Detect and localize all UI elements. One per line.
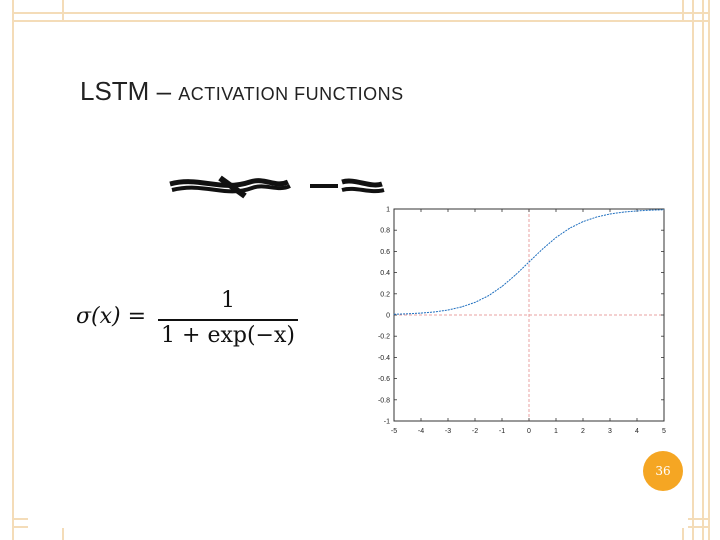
- x-tick-label: 1: [554, 428, 558, 435]
- x-tick-label: -3: [444, 428, 452, 435]
- y-tick-label: 0.8: [380, 227, 390, 235]
- decorative-frame-right-outer: [702, 0, 710, 540]
- slide-title: [80, 76, 404, 107]
- series-point: [475, 302, 476, 303]
- y-tick-label: -0.6: [377, 376, 390, 384]
- series-point: [488, 295, 489, 296]
- series-point: [596, 217, 597, 218]
- series-point: [583, 221, 584, 222]
- formula-denominator: 1 + exp(−x): [161, 323, 295, 348]
- x-tick-label: 2: [581, 428, 585, 435]
- series-point: [650, 210, 651, 211]
- series-point: [461, 307, 462, 308]
- series-point: [448, 310, 449, 311]
- x-tick-label: 3: [608, 428, 612, 435]
- x-tick-label: -1: [498, 428, 506, 435]
- formula-numerator: 1: [221, 288, 235, 313]
- y-tick-label: 0.4: [380, 270, 390, 278]
- series-point: [569, 228, 570, 229]
- series-point: [394, 314, 395, 315]
- series-point: [529, 262, 530, 263]
- series-point: [421, 313, 422, 314]
- y-tick-label: -0.4: [377, 354, 390, 362]
- series-point: [542, 249, 543, 250]
- series-point: [515, 275, 516, 276]
- formula-fraction-bar: [158, 319, 298, 321]
- y-tick-label: 0: [386, 312, 390, 320]
- x-tick-label: -4: [417, 428, 425, 435]
- series-point: [623, 212, 624, 213]
- x-tick-label: 4: [635, 428, 639, 435]
- decorative-frame-top: [12, 12, 710, 22]
- series-point: [407, 313, 408, 314]
- series-point: [637, 211, 638, 212]
- sigmoid-chart: [362, 203, 672, 443]
- series-point: [556, 237, 557, 238]
- y-tick-label: -0.8: [377, 397, 390, 405]
- series-point: [610, 214, 611, 215]
- page-number-badge: 36: [643, 451, 683, 491]
- y-tick-label: 0.6: [380, 248, 390, 256]
- formula-lhs: σ(x) =: [76, 304, 147, 329]
- scribble-image: [160, 168, 390, 202]
- x-tick-label: 0: [527, 428, 531, 435]
- series-point: [664, 209, 665, 210]
- y-tick-label: 1: [386, 206, 390, 214]
- y-tick-label: -0.2: [377, 333, 390, 341]
- y-tick-label: -1: [383, 418, 390, 426]
- slide-title-main: LSTM –: [80, 76, 179, 106]
- series-point: [502, 286, 503, 287]
- sigmoid-formula: [76, 288, 306, 350]
- y-tick-label: 0.2: [380, 291, 390, 299]
- slide-title-sub: ACTIVATION FUNCTIONS: [178, 84, 404, 104]
- x-tick-label: 5: [662, 428, 666, 435]
- x-tick-label: -2: [471, 428, 479, 435]
- series-point: [434, 312, 435, 313]
- x-tick-label: -5: [390, 428, 398, 435]
